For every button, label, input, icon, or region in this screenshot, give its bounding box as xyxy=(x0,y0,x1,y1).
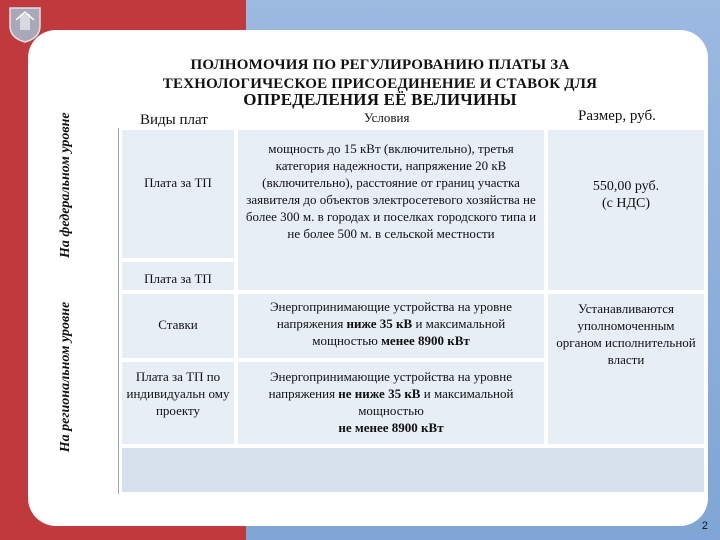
reg-type1-text: Плата за ТП xyxy=(144,271,212,286)
reg-type3-cell xyxy=(122,362,234,444)
reg-amount-text: Устанавливаются уполномоченным органом исполнительной власти xyxy=(556,301,696,367)
reg-cond1-bold-b: менее 8900 кВт xyxy=(381,333,470,348)
fed-condition-cell xyxy=(238,130,544,290)
fed-amount-cell xyxy=(548,130,704,290)
reg-cond1-bold-a: ниже 35 кВ xyxy=(346,316,413,331)
fed-type-cell xyxy=(122,130,234,258)
title-line-2: ТЕХНОЛОГИЧЕСКОЕ ПРИСОЕДИНЕНИЕ И СТАВОК ДЛЯ xyxy=(162,76,598,92)
federal-label: На федеральном уровне xyxy=(58,112,73,258)
table-footer-band xyxy=(122,448,704,492)
header-conditions: Условия xyxy=(364,110,410,125)
header-amount: Размер, руб. xyxy=(578,108,656,124)
reg-cond2-bold-b: не менее 8900 кВт xyxy=(338,420,444,435)
fed-amount-vat: (с НДС) xyxy=(601,196,651,211)
reg-cond1-cell xyxy=(238,294,544,358)
reg-type2-cell xyxy=(122,294,234,358)
reg-type1-cell xyxy=(122,262,234,290)
reg-amount-cell xyxy=(548,294,704,444)
title-line-1: ПОЛНОМОЧИЯ ПО РЕГУЛИРОВАНИЮ ПЛАТЫ ЗА xyxy=(190,57,570,73)
reg-cond1-text-b: и максимальной мощностью xyxy=(312,316,506,348)
reg-cond1-text-a: Энергопринимающие устройства на уровне напряжения xyxy=(269,299,513,331)
fed-amount-value: 550,00 руб. xyxy=(592,179,660,194)
header-types: Виды плат xyxy=(140,112,208,128)
reg-cond2-text-a: Энергопринимающие устройства на уровне напряжения xyxy=(268,369,513,401)
reg-type2-text: Ставки xyxy=(158,317,198,332)
reg-type3-text: Плата за ТП по индивидуальн ому проекту xyxy=(126,369,230,418)
title-line-3: ОПРЕДЕЛЕНИЯ ЕЁ ВЕЛИЧИНЫ xyxy=(243,90,517,109)
page-number: 2 xyxy=(701,520,708,532)
fed-condition-text: мощность до 15 кВт (включительно), третья категория надежности, напряжение 20 кВ (включительно), расстояние от границ участка заявителя до объектов электросетевого хозяйства не более 300 м. в городах и поселках городского типа и не более 500 м. в сельской местности xyxy=(245,141,537,241)
regional-label: На региональном уровне xyxy=(58,301,73,453)
reg-cond2-bold-a: не ниже 35 кВ xyxy=(338,386,421,401)
slide-title xyxy=(100,56,660,109)
reg-cond2-cell xyxy=(238,362,544,444)
reg-cond2-text-b: и максимальной мощностью xyxy=(358,386,514,418)
fed-type-text: Плата за ТП xyxy=(144,175,212,190)
